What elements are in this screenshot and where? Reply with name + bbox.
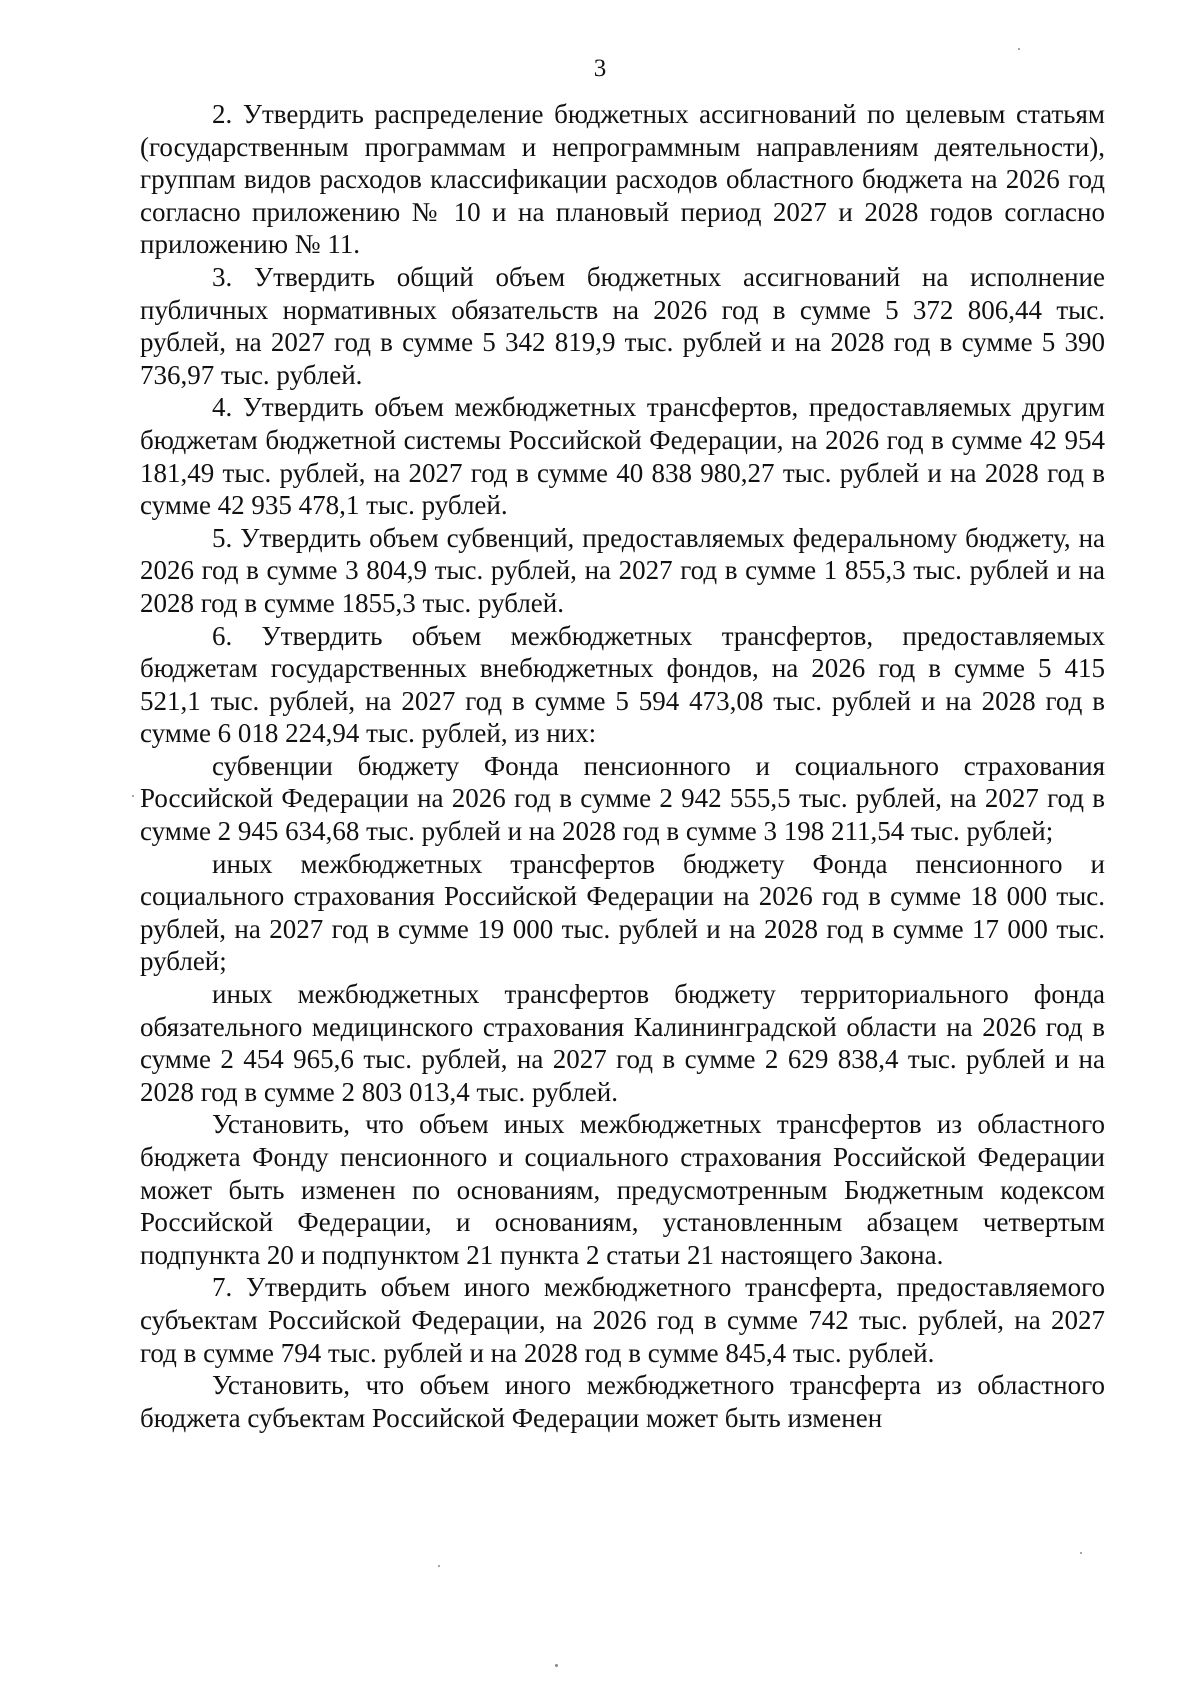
paragraph-2-budget-allocation: 2. Утвердить распределение бюджетных ассигнований по целевым статьям (государственным программам и непрограммным направлениям деятельности), группам видов расходов классификации расходов областного бюджета на 2026 год согласно приложению № 10 и на плановый период 2027 и 2028 годов согласно приложению № 11.	[140, 99, 1105, 260]
paragraph-7-other-transfer-subjects: 7. Утвердить объем иного межбюджетного трансферта, предоставляемого субъектам Российской Федерации, на 2026 год в сумме 742 тыс. рублей, на 2027 год в сумме 794 тыс. рублей и на 2028 год в сумме 845,4 тыс. рублей.	[140, 1272, 1105, 1368]
subparagraph-medical-insurance-fund: иных межбюджетных трансфертов бюджету территориального фонда обязательного медицинского страхования Калининградской области на 2026 год в сумме 2 454 965,6 тыс. рублей, на 2027 год в сумме 2 629 838,4 тыс. рублей и на 2028 год в сумме 2 803 013,4 тыс. рублей.	[140, 979, 1105, 1107]
scan-speck	[555, 1664, 558, 1667]
scan-speck	[438, 1565, 440, 1567]
scan-speck	[132, 795, 134, 797]
page-number: 3	[593, 55, 607, 82]
paragraph-establish-transfer-change: Установить, что объем иного межбюджетного трансферта из областного бюджета субъектам Российской Федерации может быть изменен	[140, 1370, 1105, 1433]
scan-speck	[1080, 1552, 1082, 1554]
paragraph-5-subventions-federal: 5. Утвердить объем субвенций, предоставляемых федеральному бюджету, на 2026 год в сумме 3 804,9 тыс. рублей, на 2027 год в сумме 1 855,3 тыс. рублей и на 2028 год в сумме 1855,3 тыс. рублей.	[140, 522, 1105, 618]
paragraph-4-interbudget-transfers: 4. Утвердить объем межбюджетных трансфертов, предоставляемых другим бюджетам бюджетной системы Российской Федерации, на 2026 год в сумме 42 954 181,49 тыс. рублей, на 2027 год в сумме 40 838 980,27 тыс. рублей и на 2028 год в сумме 42 935 478,1 тыс. рублей.	[140, 392, 1105, 521]
subparagraph-pension-fund-other-transfers: иных межбюджетных трансфертов бюджету Фонда пенсионного и социального страхования Российской Федерации на 2026 год в сумме 18 000 тыс. рублей, на 2027 год в сумме 19 000 тыс. рублей и на 2028 год в сумме 17 000 тыс. рублей;	[140, 848, 1105, 977]
paragraph-6-extrabudgetary-funds: 6. Утвердить объем межбюджетных трансфертов, предоставляемых бюджетам государственных внебюджетных фондов, на 2026 год в сумме 5 415 521,1 тыс. рублей, на 2027 год в сумме 5 594 473,08 тыс. рублей и на 2028 год в сумме 6 018 224,94 тыс. рублей, из них:	[140, 620, 1105, 749]
document-body	[140, 98, 1105, 1434]
scan-speck	[1018, 48, 1020, 50]
paragraph-3-public-obligations: 3. Утвердить общий объем бюджетных ассигнований на исполнение публичных нормативных обязательств на 2026 год в сумме 5 372 806,44 тыс. рублей, на 2027 год в сумме 5 342 819,9 тыс. рублей и на 2028 год в сумме 5 390 736,97 тыс. рублей.	[140, 261, 1105, 390]
paragraph-establish-pension-fund-change: Установить, что объем иных межбюджетных трансфертов из областного бюджета Фонду пенсионного и социального страхования Российской Федерации может быть изменен по основаниям, предусмотренным Бюджетным кодексом Российской Федерации, и основаниям, установленным абзацем четвертым подпункта 20 и подпунктом 21 пункта 2 статьи 21 настоящего Закона.	[140, 1109, 1105, 1270]
subparagraph-pension-fund-subvention: субвенции бюджету Фонда пенсионного и социального страхования Российской Федерации на 2026 год в сумме 2 942 555,5 тыс. рублей, на 2027 год в сумме 2 945 634,68 тыс. рублей и на 2028 год в сумме 3 198 211,54 тыс. рублей;	[140, 750, 1105, 847]
